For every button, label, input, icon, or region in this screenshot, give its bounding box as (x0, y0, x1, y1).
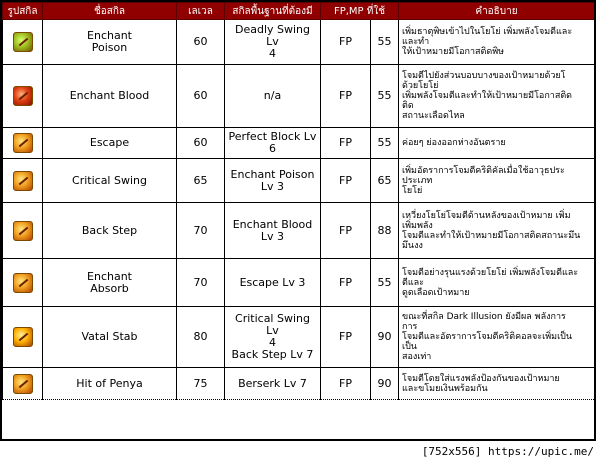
skill-icon-cell (3, 20, 43, 65)
skill-requirement (225, 259, 321, 307)
line: ตีและ (402, 277, 424, 288)
line: Back Step (81, 223, 138, 237)
line: 6 (269, 142, 276, 155)
line: โจมตีไปยังส่วนบอบบางของเป้าหมายด้วยโ (402, 71, 566, 81)
skill-icon-cell (3, 128, 43, 159)
header-cost: FP,MP ที่ใช้ (321, 3, 399, 20)
cost-value: 55 (371, 259, 399, 307)
cost-value: 88 (371, 203, 399, 259)
line: Hit of Penya (76, 376, 143, 390)
skill-level: 60 (177, 128, 225, 159)
line: Escape (89, 136, 130, 149)
cost-value: 55 (371, 128, 399, 159)
line: Lv 3 (260, 229, 285, 243)
line: สถานะเลือดไหล (402, 111, 465, 121)
skill-level: 80 (177, 307, 225, 368)
table-row (3, 20, 595, 65)
escape-icon (13, 133, 33, 153)
line: Enchant Blood (69, 89, 150, 102)
skill-name (43, 65, 177, 128)
skill-icon-cell (3, 368, 43, 400)
line: ประเภท (402, 175, 433, 186)
skill-description (399, 203, 595, 259)
table-row (3, 65, 595, 128)
skill-level: 60 (177, 65, 225, 128)
skill-icon-cell (3, 65, 43, 128)
skill-icon-cell (3, 259, 43, 307)
skill-description (399, 65, 595, 128)
skill-icon-cell (3, 203, 43, 259)
absorb-icon (13, 273, 33, 293)
line: Perfect Block Lv (228, 130, 317, 143)
line: Lv 3 (260, 179, 285, 193)
image-size-caption: [752x556] https://upic.me/ (421, 445, 594, 458)
line: Berserk Lv 7 (238, 376, 307, 390)
line: โจมตีและทำให้เป้าหมายมีโอกาสติดสถานะมึน (402, 230, 581, 241)
table-row (3, 307, 595, 368)
line: โจมตีอย่างรุนแรงด้วยโยโย่ เพิ่มพลังโจมตีและ (402, 267, 579, 278)
line: เพิ่มพลังโจมตีและทำให้เป้าหมายมีโอกาสติด (402, 91, 573, 101)
skill-name (43, 203, 177, 259)
line: การ (402, 322, 418, 332)
line: ขณะที่สกิล Dark Illusion ยังมีผล พลังการ (402, 312, 566, 322)
skill-description (399, 259, 595, 307)
table-row (3, 128, 595, 159)
line: สองเท่า (402, 352, 432, 362)
line: โจมตีและอัตราการโจมตีคริติคอลจะเพิ่มเป็น (402, 332, 573, 342)
critical-swing-icon (13, 171, 33, 191)
table-row (3, 368, 595, 400)
line: เพิ่มอัตราการโจมตีคริติคัลเมื่อใช้อาวุธประ (402, 165, 565, 176)
skill-description (399, 368, 595, 400)
cost-value: 65 (371, 159, 399, 203)
table-row (3, 203, 595, 259)
skill-requirement (225, 65, 321, 128)
line: Enchant (87, 269, 132, 283)
cost-value: 90 (371, 307, 399, 368)
cost-type: FP (321, 368, 371, 400)
skill-level: 60 (177, 20, 225, 65)
line: และทำ (402, 37, 430, 47)
line: มึนงง (402, 240, 423, 251)
cost-type: FP (321, 65, 371, 128)
cost-type: FP (321, 203, 371, 259)
header-name: ชื่อสกิล (43, 3, 177, 20)
cost-type: FP (321, 307, 371, 368)
vatal-stab-icon (13, 327, 33, 347)
skill-icon-cell (3, 159, 43, 203)
skill-name (43, 368, 177, 400)
skill-requirement (225, 307, 321, 368)
table-row (3, 259, 595, 307)
line: Absorb (90, 281, 129, 295)
header-description: คำอธิบาย (399, 3, 595, 20)
skill-level: 70 (177, 203, 225, 259)
skill-level: 70 (177, 259, 225, 307)
skill-requirement (225, 203, 321, 259)
skill-requirement (225, 368, 321, 400)
skill-name (43, 20, 177, 65)
poison-blade-icon (13, 32, 33, 52)
back-step-icon (13, 221, 33, 241)
skill-description (399, 128, 595, 159)
skill-requirement (225, 159, 321, 203)
skill-table (2, 2, 595, 400)
line: และขโมยเงินพร้อมกัน (402, 383, 488, 394)
cost-type: FP (321, 20, 371, 65)
skill-name (43, 159, 177, 203)
table-row (3, 159, 595, 203)
skill-name (43, 307, 177, 368)
cost-value: 55 (371, 20, 399, 65)
skill-level: 65 (177, 159, 225, 203)
header-icon: รูปสกิล (3, 3, 43, 20)
line: Vatal Stab (81, 330, 138, 343)
line: Escape Lv 3 (239, 275, 306, 289)
line: ด้วยโยโย่ (402, 81, 439, 91)
line: 4 (269, 336, 276, 349)
line: เป็น (402, 342, 417, 352)
cost-value: 90 (371, 368, 399, 400)
line: ให้เป้าหมายมีโอกาสติดพิษ (402, 47, 505, 57)
line: Enchant Blood (232, 217, 313, 231)
skill-requirement (225, 128, 321, 159)
skill-table-body (3, 20, 595, 400)
header-row (3, 3, 595, 20)
line: เหวี่ยงโยโย่โจมตีด้านหลังของเป้าหมาย เพิ่ม (402, 210, 571, 221)
cost-type: FP (321, 128, 371, 159)
line: Poison (91, 41, 128, 54)
line: Enchant (87, 29, 132, 42)
line: โยโย่ (402, 185, 423, 196)
line: Critical Swing Lv (235, 312, 310, 337)
skill-description (399, 159, 595, 203)
header-level: เลเวล (177, 3, 225, 20)
hit-of-penya-icon (13, 374, 33, 394)
line: ติด (402, 101, 414, 111)
line: ค่อยๆ ย่องออกห่างอันตราย (402, 138, 506, 148)
skill-icon-cell (3, 307, 43, 368)
line: ดูดเลือดเป้าหมาย (402, 287, 470, 298)
line: โจมตีโดยใส่แรงพลังป้องกันของเป้าหมาย (402, 373, 560, 384)
cost-value: 55 (371, 65, 399, 128)
skill-description (399, 307, 595, 368)
skill-name (43, 128, 177, 159)
cost-type: FP (321, 259, 371, 307)
line: Enchant Poison (230, 167, 315, 181)
line: Deadly Swing Lv (234, 23, 310, 48)
line: n/a (263, 89, 282, 102)
header-requirement: สกิลพื้นฐานที่ต้องมี (225, 3, 321, 20)
line: เพิ่มธาตุพิษเข้าไปในโยโย่ เพิ่มพลังโจมตีและ (402, 27, 573, 37)
blood-blade-icon (13, 86, 33, 106)
cost-type: FP (321, 159, 371, 203)
skill-name (43, 259, 177, 307)
line: Back Step Lv 7 (231, 348, 314, 361)
line: 4 (269, 47, 276, 60)
line: Critical Swing (72, 173, 147, 187)
line: เพิ่มพลัง (402, 220, 433, 231)
skill-description (399, 20, 595, 65)
skill-level: 75 (177, 368, 225, 400)
skill-requirement (225, 20, 321, 65)
